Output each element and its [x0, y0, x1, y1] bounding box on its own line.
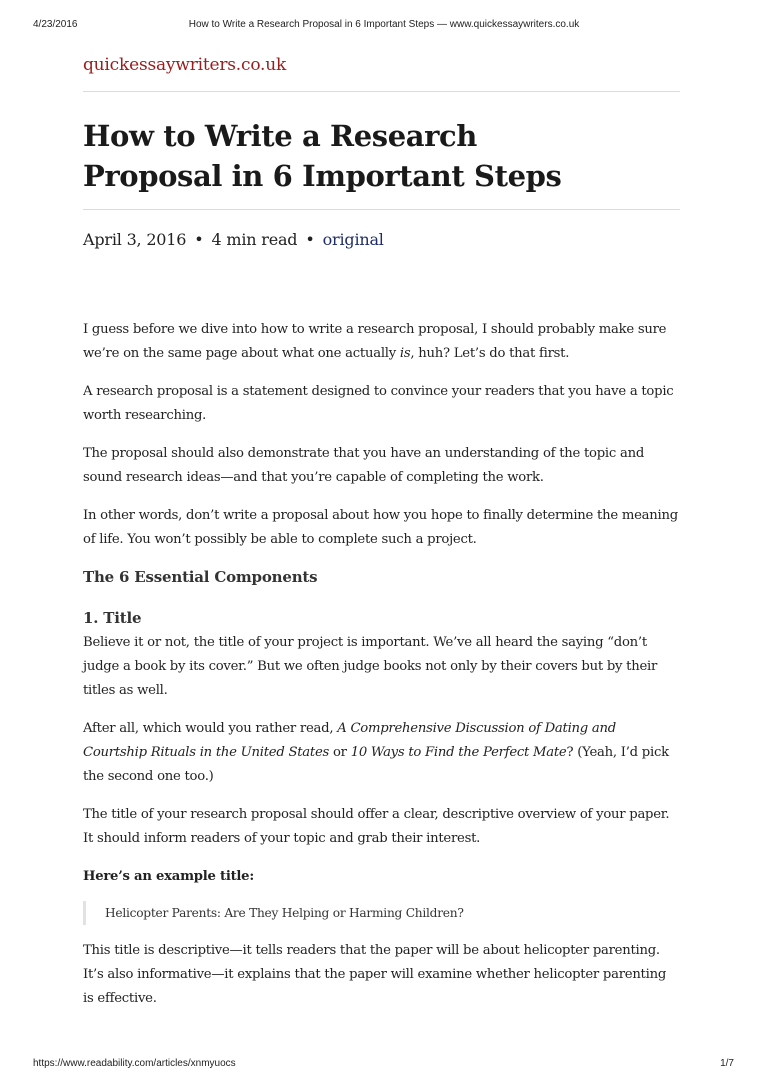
paragraph	[83, 717, 680, 789]
read-time: 4 min read	[211, 230, 298, 249]
article-title-line-1: How to Write a Research	[83, 119, 477, 153]
print-header-title: How to Write a Research Proposal in 6 Important Steps — www.quickessaywriters.co.uk	[188, 19, 580, 30]
divider	[83, 91, 680, 92]
paragraph: A research proposal is a statement designed to convince your readers that you have a topic worth researching.	[83, 384, 674, 423]
divider	[83, 209, 680, 210]
article-body	[83, 318, 680, 1011]
paragraph	[83, 318, 680, 366]
emphasis: 10 Ways to Find the Perfect Mate	[350, 745, 567, 760]
paragraph-text: ? (Yeah, I’d pick the second one too.)	[83, 745, 669, 784]
paragraph-text: After all, which would you rather read,	[83, 721, 338, 736]
emphasis: A Comprehensive Discussion of Dating and Courtship Rituals in the United States	[83, 721, 616, 760]
paragraph: The title of your research proposal should offer a clear, descriptive overview of your paper. It should inform readers of your topic and grab their interest.	[83, 807, 670, 846]
paragraph: The proposal should also demonstrate that you have an understanding of the topic and sound research ideas—and that you’re capable of completing the work.	[83, 446, 645, 485]
print-header-date: 4/23/2016	[33, 19, 78, 30]
article-meta	[83, 229, 680, 251]
article-title	[83, 116, 680, 196]
meta-separator: •	[305, 230, 315, 249]
emphasis: is	[399, 346, 411, 361]
paragraph: In other words, don’t write a proposal about how you hope to finally determine the meaning of life. You won’t possibly be able to complete such a project.	[83, 508, 678, 547]
print-footer-url: https://www.readability.com/articles/xnmyuocs	[33, 1058, 236, 1069]
section-heading: The 6 Essential Components	[83, 568, 318, 586]
article	[83, 52, 680, 1025]
paragraph: This title is descriptive—it tells readers that the paper will be about helicopter parenting. It’s also informative—it explains that the paper will examine whether helicopter parenting is effective.	[83, 943, 667, 1006]
paragraph-text: , huh? Let’s do that first.	[410, 346, 570, 361]
print-footer-page: 1/7	[720, 1058, 734, 1069]
original-link[interactable]: original	[322, 230, 384, 249]
meta-separator: •	[194, 230, 204, 249]
site-link[interactable]: quickessaywriters.co.uk	[83, 55, 287, 75]
paragraph-text: or	[329, 745, 351, 760]
example-label: Here’s an example title:	[83, 869, 254, 884]
publish-date: April 3, 2016	[83, 230, 187, 249]
article-title-line-2: Proposal in 6 Important Steps	[83, 159, 562, 193]
sub-heading: 1. Title	[83, 609, 142, 627]
example-quote: Helicopter Parents: Are They Helping or Harming Children?	[83, 901, 680, 925]
paragraph: Believe it or not, the title of your project is important. We’ve all heard the saying “don’t judge a book by its cover.” But we often judge books not only by their covers but by their titles as well.	[83, 635, 658, 698]
paragraph-text: I guess before we dive into how to write a research proposal, I should probably make sure we’re on the same page about what one actually	[83, 322, 667, 361]
